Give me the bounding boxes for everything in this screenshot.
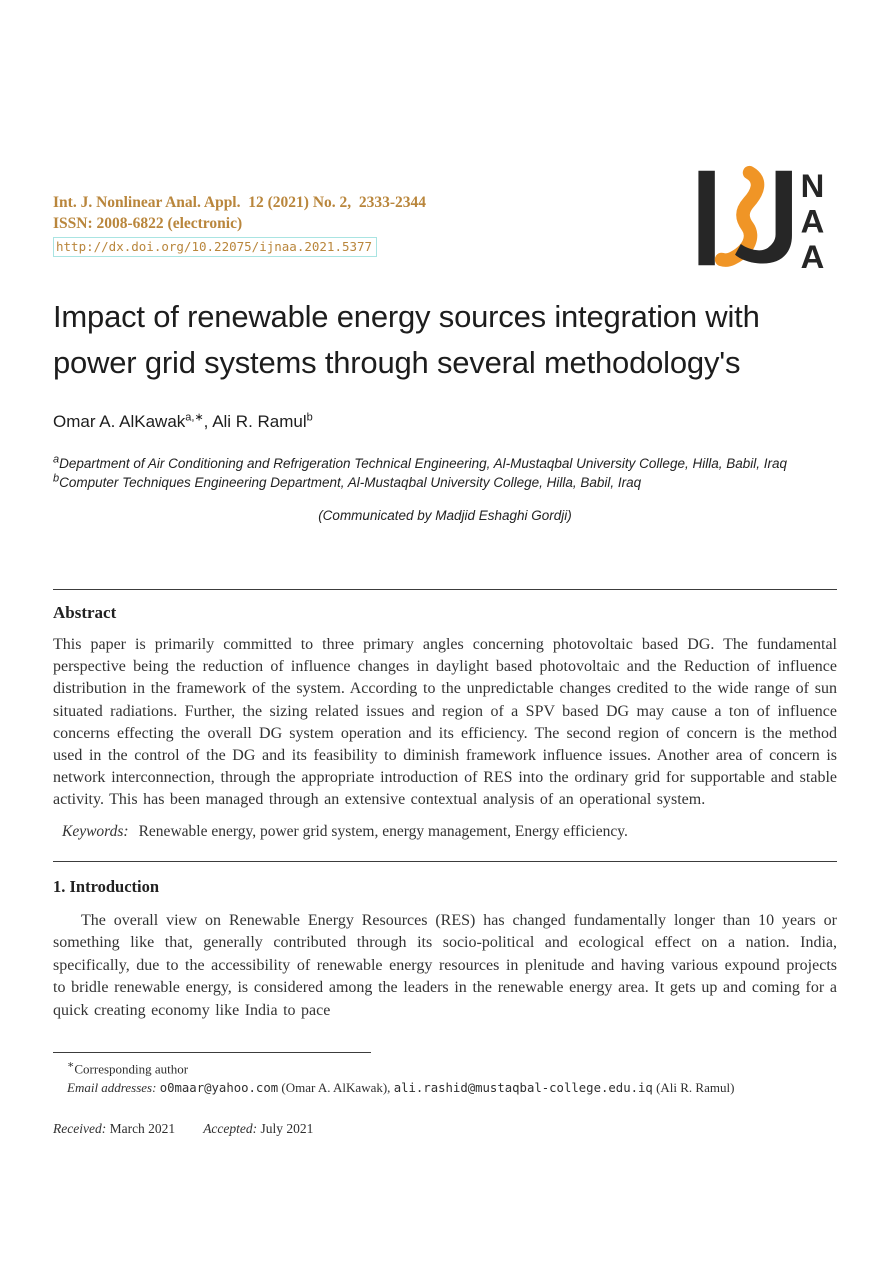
affiliation-b <box>53 473 837 492</box>
abstract-heading: Abstract <box>53 603 117 622</box>
journal-info <box>53 186 426 257</box>
paper-title-line2: power grid systems through several methodology's <box>53 345 741 380</box>
logo-i-bar <box>698 171 714 266</box>
author-1-email-owner: (Omar A. AlKawak), <box>278 1079 394 1095</box>
author-1-email[interactable]: o0maar@yahoo.com <box>159 1080 279 1095</box>
affiliation-a <box>53 454 837 473</box>
abstract-top-rule <box>53 589 837 590</box>
received-date: March 2021 <box>106 1121 176 1137</box>
logo-letter-a2: A <box>800 238 825 272</box>
abstract-bottom-rule <box>53 861 837 862</box>
journal-issn: ISSN: 2008-6822 (electronic) <box>53 215 243 232</box>
corresponding-author-star: ∗ <box>67 1059 75 1072</box>
email-addresses-note <box>53 1079 775 1098</box>
section-1-heading: 1. Introduction <box>53 876 160 896</box>
received-label: Received: <box>53 1121 107 1137</box>
accepted-date: July 2021 <box>257 1121 314 1137</box>
paper-title <box>53 294 837 386</box>
corresponding-author-note <box>53 1057 837 1078</box>
page-content <box>53 0 837 1137</box>
keywords-label: Keywords: <box>62 822 129 840</box>
author-2-email-owner: (Ali R. Ramul) <box>652 1079 735 1095</box>
author-2-name: Ali R. Ramul <box>212 412 307 431</box>
footnote-rule <box>53 1052 371 1053</box>
affiliations <box>53 454 837 492</box>
author-line <box>53 412 837 432</box>
logo-letter-a1: A <box>800 202 825 240</box>
communicated-by-line: (Communicated by Madjid Eshaghi Gordji) <box>318 508 572 523</box>
ijnaa-journal-logo <box>691 164 837 272</box>
keywords-text: Renewable energy, power grid system, energy management, Energy efficiency. <box>138 822 628 840</box>
affiliation-a-text: Department of Air Conditioning and Refrigeration Technical Engineering, Al-Mustaqbal University College, Hilla, Babil, Iraq <box>59 456 787 471</box>
journal-header <box>53 166 837 272</box>
section-1-paragraph: The overall view on Renewable Energy Resources (RES) has changed fundamentally longer than 10 years or something like that, generally contributed through its socio-political and ecological effect on a nation. India, specifically, due to the accessibility of renewable energy resources in plenitude and having various expound projects to bridle renewable energy, is considered among the leaders in the renewable energy area. It gets up and coming for a quick creating economy like India to pace <box>53 911 837 1019</box>
author-2-email[interactable]: ali.rashid@mustaqbal-college.edu.iq <box>393 1080 653 1095</box>
accepted-label: Accepted: <box>203 1121 258 1137</box>
affiliation-b-text: Computer Techniques Engineering Department, Al-Mustaqbal University College, Hilla, Babil, Iraq <box>59 475 642 490</box>
author-1-name: Omar A. AlKawak <box>53 412 186 431</box>
author-1-superscript: a,∗ <box>185 411 204 424</box>
received-accepted-line <box>53 1121 837 1137</box>
paper-title-line1: Impact of renewable energy sources integration with <box>53 299 760 334</box>
logo-letter-n: N <box>800 166 825 204</box>
affiliation-b-superscript: b <box>53 472 60 485</box>
email-addresses-label: Email addresses: <box>67 1079 157 1095</box>
journal-reference: Int. J. Nonlinear Anal. Appl. 12 (2021) No. 2, 2333-2344 <box>53 194 427 211</box>
author-2-superscript: b <box>306 411 313 424</box>
keywords-line <box>53 823 837 841</box>
abstract-text: This paper is primarily committed to three primary angles concerning photovoltaic based DG. The fundamental perspective being the reduction of influence changes in daylight based photovoltaic and the Reduction of influence distribution in the framework of the system. According to the unpredictable changes credited to the wide range of sun situated radiations. Further, the sizing related issues and region of a SPV based DG may cause a ton of influence concerns effecting the overall DG system operation and its efficiency. The second region of concern is the method used in the control of the DG and its feasibility to diminish framework influence issues. Another area of concern is network interconnection, through the appropriate introduction of RES into the ordinary grid for supportable and stable activity. This has been managed through an extensive contextual analysis of an operational system. <box>53 636 837 809</box>
corresponding-author-text: Corresponding author <box>74 1061 189 1077</box>
author-separator: , <box>203 412 213 431</box>
affiliation-a-superscript: a <box>53 453 60 466</box>
doi-link[interactable]: http://dx.doi.org/10.22075/ijnaa.2021.5377 <box>53 237 377 257</box>
